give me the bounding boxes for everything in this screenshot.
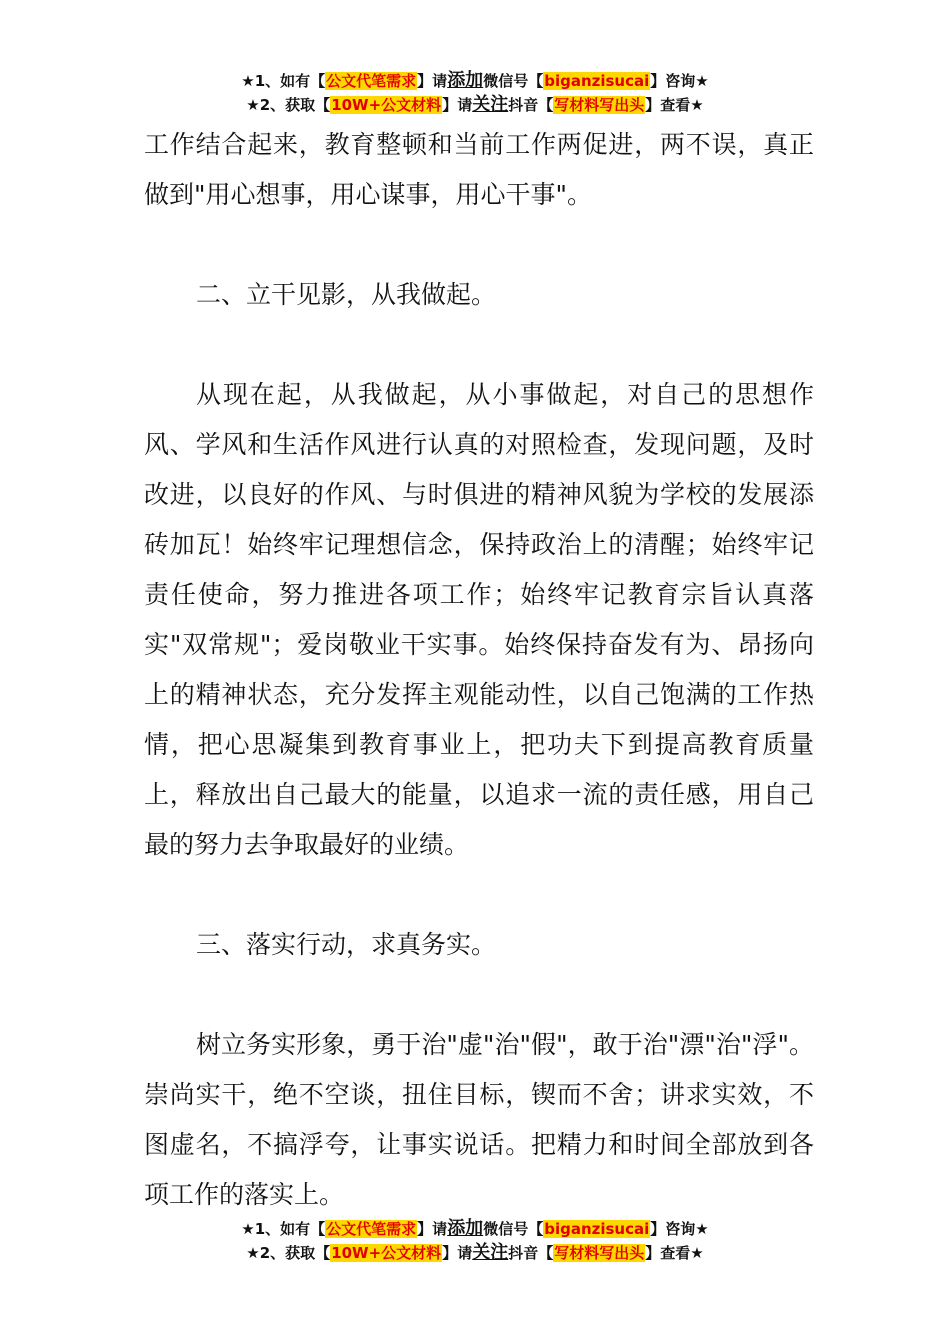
banner-text: 微信号【 (483, 72, 544, 90)
banner-line-2 (0, 1241, 950, 1265)
banner-suffix: 】查看★ (645, 1244, 704, 1262)
banner-text: 】请 (442, 96, 473, 114)
emphasis-follow: 关注 (472, 1242, 509, 1263)
highlight-wechat-id: biganzisucai (544, 1220, 650, 1238)
highlight-materials: 10W+公文材料 (331, 1244, 442, 1262)
paragraph-spacer (144, 870, 814, 920)
banner-prefix: ★2、获取【 (246, 1244, 331, 1262)
banner-text: 】请 (417, 72, 448, 90)
banner-suffix: 】咨询★ (650, 72, 709, 90)
emphasis-add: 添加 (447, 70, 484, 91)
section-heading-2: 二、立干见影，从我做起。 (196, 280, 497, 309)
banner-text: 】请 (417, 1220, 448, 1238)
paragraph-spacer (144, 220, 814, 270)
section-heading-3: 三、落实行动，求真务实。 (196, 930, 497, 959)
paragraph-section-3: 树立务实形象，勇于治"虚"治"假"，敢于治"漂"治"浮"。崇尚实干，绝不空谈，扭住目标，锲而不舍；讲求实效，不图虚名，不搞浮夸，让事实说话。把精力和时间全部放到各项工作的落实上。 (144, 1030, 814, 1209)
banner-prefix: ★1、如有【 (241, 1220, 326, 1238)
emphasis-follow: 关注 (472, 94, 509, 115)
header-banner (0, 69, 950, 117)
banner-text: 抖音【 (508, 1244, 554, 1262)
emphasis-add: 添加 (447, 1218, 484, 1239)
footer-banner (0, 1217, 950, 1265)
banner-suffix: 】咨询★ (650, 1220, 709, 1238)
banner-suffix: 】查看★ (645, 96, 704, 114)
paragraph-spacer (144, 320, 814, 370)
banner-line-1 (0, 1217, 950, 1241)
banner-text: 微信号【 (483, 1220, 544, 1238)
paragraph-section-2: 从现在起，从我做起，从小事做起，对自己的思想作风、学风和生活作风进行认真的对照检查，发现问题，及时改进，以良好的作风、与时俱进的精神风貌为学校的发展添砖加瓦！始终牢记理想信念，保持政治上的清醒；始终牢记责任使命，努力推进各项工作；始终牢记教育宗旨认真落实"双常规"；爱岗敬业干实事。始终保持奋发有为、昂扬向上的精神状态，充分发挥主观能动性，以自己饱满的工作热情，把心思凝集到教育事业上，把功夫下到提高教育质量上，释放出自己最大的能量，以追求一流的责任感，用自己最的努力去争取最好的业绩。 (144, 380, 814, 859)
highlight-materials: 10W+公文材料 (331, 96, 442, 114)
highlight-douyin-id: 写材料写出头 (554, 96, 645, 114)
highlight-wechat-id: biganzisucai (544, 72, 650, 90)
banner-prefix: ★2、获取【 (246, 96, 331, 114)
banner-text: 】请 (442, 1244, 473, 1262)
paragraph-continued: 工作结合起来，教育整顿和当前工作两促进，两不误，真正做到"用心想事，用心谋事，用心干事"。 (144, 130, 814, 209)
highlight-douyin-id: 写材料写出头 (554, 1244, 645, 1262)
banner-text: 抖音【 (508, 96, 554, 114)
paragraph-spacer (144, 970, 814, 1020)
banner-prefix: ★1、如有【 (241, 72, 326, 90)
banner-line-1 (0, 69, 950, 93)
highlight-service: 公文代笔需求 (326, 72, 417, 90)
highlight-service: 公文代笔需求 (326, 1220, 417, 1238)
document-body (144, 120, 814, 1220)
banner-line-2 (0, 93, 950, 117)
